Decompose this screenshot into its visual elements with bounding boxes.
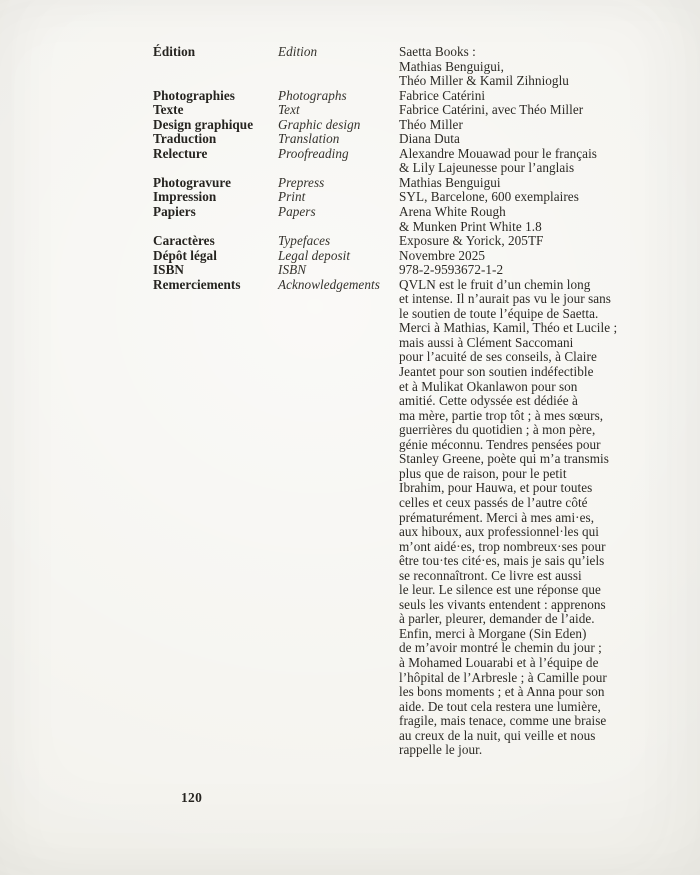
label-english	[278, 307, 399, 322]
label-english: Proofreading	[278, 145, 349, 161]
value-line: Arena White Rough	[399, 204, 506, 220]
label-english	[278, 350, 399, 365]
value-line: et à Mulikat Okanlawon pour son	[399, 378, 578, 394]
label-french	[153, 511, 278, 526]
colophon-row	[153, 496, 674, 511]
label-english: Text	[278, 102, 300, 118]
colophon-row	[153, 569, 674, 584]
label-english	[278, 540, 399, 555]
label-french	[153, 467, 278, 482]
colophon-row	[153, 278, 674, 293]
label-french	[153, 554, 278, 569]
label-french	[153, 161, 278, 176]
colophon-row	[153, 336, 674, 351]
label-french: Relecture	[153, 145, 208, 161]
label-english	[278, 612, 399, 627]
label-english	[278, 641, 399, 656]
label-french	[153, 496, 278, 511]
page-number: 120	[181, 790, 203, 805]
label-french	[153, 321, 278, 336]
value-line: pour l’acuité de ses conseils, à Claire	[399, 349, 597, 365]
colophon-row	[153, 190, 674, 205]
label-english	[278, 452, 399, 467]
colophon-row	[153, 612, 674, 627]
label-english	[278, 685, 399, 700]
label-french: Dépôt légal	[153, 247, 217, 263]
colophon-row	[153, 714, 674, 729]
value-line: être tou·tes cité·es, mais je sais qu’iels	[399, 553, 605, 569]
colophon-row	[153, 525, 674, 540]
colophon-row	[153, 481, 674, 496]
value-line: de m’avoir montré le chemin du jour ;	[399, 640, 602, 656]
colophon-row	[153, 554, 674, 569]
colophon-row	[153, 671, 674, 686]
label-english: Prepress	[278, 174, 325, 190]
value-line: SYL, Barcelone, 600 exemplaires	[399, 189, 579, 205]
value-line: Enfin, merci à Morgane (Sin Eden)	[399, 625, 587, 641]
label-english	[278, 496, 399, 511]
label-french	[153, 452, 278, 467]
label-english	[278, 511, 399, 526]
label-french	[153, 700, 278, 715]
label-english: Edition	[278, 44, 318, 59]
label-french	[153, 598, 278, 613]
value-line: Ibrahim, pour Hauwa, et pour toutes	[399, 480, 593, 496]
label-english: Papers	[278, 204, 316, 220]
label-french: Texte	[153, 102, 184, 118]
label-french	[153, 74, 278, 89]
value-line: 978-2-9593672-1-2	[399, 262, 504, 278]
value-line: amitié. Cette odyssée est dédiée à	[399, 393, 578, 409]
value-line: et intense. Il n’aurait pas vu le jour sans	[399, 291, 611, 307]
label-english: Typefaces	[278, 233, 331, 249]
label-english	[278, 220, 399, 235]
value-line: l’hôpital de l’Arbresle ; à Camille pour	[399, 669, 607, 685]
label-english	[278, 554, 399, 569]
colophon-row	[153, 249, 674, 264]
label-french	[153, 409, 278, 424]
colophon-row	[153, 45, 674, 60]
label-english	[278, 525, 399, 540]
label-english	[278, 380, 399, 395]
value-line: Alexandre Mouawad pour le français	[399, 145, 597, 161]
label-english	[278, 598, 399, 613]
colophon-row	[153, 205, 674, 220]
label-french	[153, 292, 278, 307]
label-french	[153, 743, 278, 758]
label-french	[153, 656, 278, 671]
label-french	[153, 336, 278, 351]
value-line: mais aussi à Clément Saccomani	[399, 334, 574, 350]
colophon-row	[153, 60, 674, 75]
label-english	[278, 569, 399, 584]
label-english: Translation	[278, 131, 340, 147]
colophon-row	[153, 147, 674, 162]
colophon-row	[153, 307, 674, 322]
label-english	[278, 627, 399, 642]
colophon-row	[153, 743, 674, 758]
colophon-row	[153, 700, 674, 715]
value-line: aide. De tout cela restera une lumière,	[399, 698, 601, 714]
label-english	[278, 743, 399, 758]
colophon-row	[153, 438, 674, 453]
label-french	[153, 365, 278, 380]
value-line: au creux de la nuit, qui veille et nous	[399, 727, 596, 743]
label-english	[278, 700, 399, 715]
label-french	[153, 394, 278, 409]
label-french	[153, 540, 278, 555]
colophon-row	[153, 511, 674, 526]
value-line: les bons moments ; et à Anna pour son	[399, 684, 605, 700]
label-french: Caractères	[153, 233, 215, 249]
value-line: QVLN est le fruit d’un chemin long	[399, 276, 591, 292]
label-french	[153, 481, 278, 496]
label-french	[153, 671, 278, 686]
colophon-row	[153, 409, 674, 424]
colophon-row	[153, 89, 674, 104]
colophon-row	[153, 220, 674, 235]
value-line: génie méconnu. Tendres pensées pour	[399, 436, 601, 452]
label-french	[153, 350, 278, 365]
label-french: Impression	[153, 189, 217, 205]
value-line: plus que de raison, pour le petit	[399, 465, 567, 481]
label-french	[153, 525, 278, 540]
label-french	[153, 423, 278, 438]
colophon-row	[153, 234, 674, 249]
colophon-row	[153, 452, 674, 467]
colophon-row	[153, 583, 674, 598]
label-english	[278, 583, 399, 598]
colophon-row	[153, 132, 674, 147]
value-line: Mathias Benguigui	[399, 174, 501, 190]
value-line: le leur. Le silence est une réponse que	[399, 582, 601, 598]
value-line: Jeantet pour son soutien indéfectible	[399, 364, 594, 380]
label-english: Legal deposit	[278, 247, 351, 263]
colophon-row	[153, 467, 674, 482]
value-line: le soutien de toute l’équipe de Saetta.	[399, 305, 599, 321]
colophon-row	[153, 263, 674, 278]
value-line: guerrières du quotidien ; à mon père,	[399, 422, 596, 438]
label-french: Photographies	[153, 87, 235, 103]
value-line: Fabrice Catérini, avec Théo Miller	[399, 102, 584, 118]
colophon-row	[153, 292, 674, 307]
label-english	[278, 438, 399, 453]
colophon-row	[153, 118, 674, 133]
label-english: Print	[278, 189, 306, 205]
value-line: celles et ceux passés de l’autre côté	[399, 494, 588, 510]
value-line: Théo Miller	[399, 116, 463, 132]
colophon-row	[153, 161, 674, 176]
label-english	[278, 409, 399, 424]
label-english: Photographs	[278, 87, 347, 103]
value-line: Diana Duta	[399, 131, 460, 147]
value-line: à Mohamed Louarabi et à l’équipe de	[399, 654, 599, 670]
value-line: Exposure & Yorick, 205TF	[399, 233, 544, 249]
colophon-row	[153, 394, 674, 409]
colophon-row	[153, 74, 674, 89]
value-line: Théo Miller & Kamil Zihnioglu	[399, 73, 569, 89]
label-french	[153, 641, 278, 656]
colophon-row	[153, 423, 674, 438]
value-line: m’ont aidé·es, trop nombreux·ses pour	[399, 538, 606, 554]
label-english	[278, 729, 399, 744]
label-french	[153, 380, 278, 395]
value-line: ma mère, partie trop tôt ; à mes sœurs,	[399, 407, 604, 423]
label-french	[153, 729, 278, 744]
value-line: Mathias Benguigui,	[399, 58, 504, 74]
value-line: prématurément. Merci à mes ami·es,	[399, 509, 595, 525]
colophon-row	[153, 540, 674, 555]
label-english	[278, 394, 399, 409]
value-line: Fabrice Catérini	[399, 87, 486, 103]
label-english	[278, 60, 399, 75]
colophon-row	[153, 350, 674, 365]
label-french: ISBN	[153, 262, 184, 278]
colophon-row	[153, 685, 674, 700]
colophon-row	[153, 103, 674, 118]
label-english: ISBN	[278, 262, 307, 278]
label-english	[278, 656, 399, 671]
label-french	[153, 220, 278, 235]
colophon	[153, 45, 674, 758]
label-french: Papiers	[153, 204, 196, 220]
label-french: Traduction	[153, 131, 217, 147]
value-line: à parler, pleurer, demander de l’aide.	[399, 611, 595, 627]
label-english	[278, 671, 399, 686]
label-english: Graphic design	[278, 116, 361, 132]
value-line: aux hiboux, aux professionnel·les qui	[399, 524, 599, 540]
colophon-row	[153, 321, 674, 336]
value-line: Merci à Mathias, Kamil, Théo et Lucile ;	[399, 320, 618, 336]
label-french	[153, 612, 278, 627]
value-line: fragile, mais tenace, comme une braise	[399, 713, 607, 729]
label-english	[278, 336, 399, 351]
label-french: Design graphique	[153, 116, 254, 132]
colophon-row	[153, 627, 674, 642]
colophon-row	[153, 656, 674, 671]
label-french	[153, 685, 278, 700]
label-english	[278, 481, 399, 496]
value-line: se reconnaîtront. Ce livre est aussi	[399, 567, 582, 583]
colophon-row	[153, 598, 674, 613]
label-english	[278, 423, 399, 438]
colophon-row	[153, 176, 674, 191]
label-english	[278, 292, 399, 307]
label-french	[153, 627, 278, 642]
label-french	[153, 569, 278, 584]
label-english	[278, 74, 399, 89]
colophon-row	[153, 729, 674, 744]
value-line: rappelle le jour.	[399, 742, 483, 758]
value-line: Saetta Books :	[399, 44, 476, 59]
colophon-row	[153, 365, 674, 380]
label-french: Photogravure	[153, 174, 232, 190]
label-english: Acknowledgements	[278, 276, 380, 292]
value-line: & Munken Print White 1.8	[399, 218, 542, 234]
colophon-row	[153, 641, 674, 656]
label-english	[278, 321, 399, 336]
colophon-row	[153, 380, 674, 395]
label-french: Remerciements	[153, 276, 241, 292]
value-line: Novembre 2025	[399, 247, 485, 263]
label-english	[278, 161, 399, 176]
label-french	[153, 438, 278, 453]
label-french	[153, 307, 278, 322]
value-line: & Lily Lajeunesse pour l’anglais	[399, 160, 575, 176]
label-french	[153, 60, 278, 75]
value-line: Stanley Greene, poète qui m’a transmis	[399, 451, 609, 467]
label-english	[278, 467, 399, 482]
label-french	[153, 714, 278, 729]
label-english	[278, 714, 399, 729]
label-english	[278, 365, 399, 380]
value-line: seuls les vivants entendent : apprenons	[399, 596, 606, 612]
label-french	[153, 583, 278, 598]
label-french: Édition	[153, 44, 196, 59]
